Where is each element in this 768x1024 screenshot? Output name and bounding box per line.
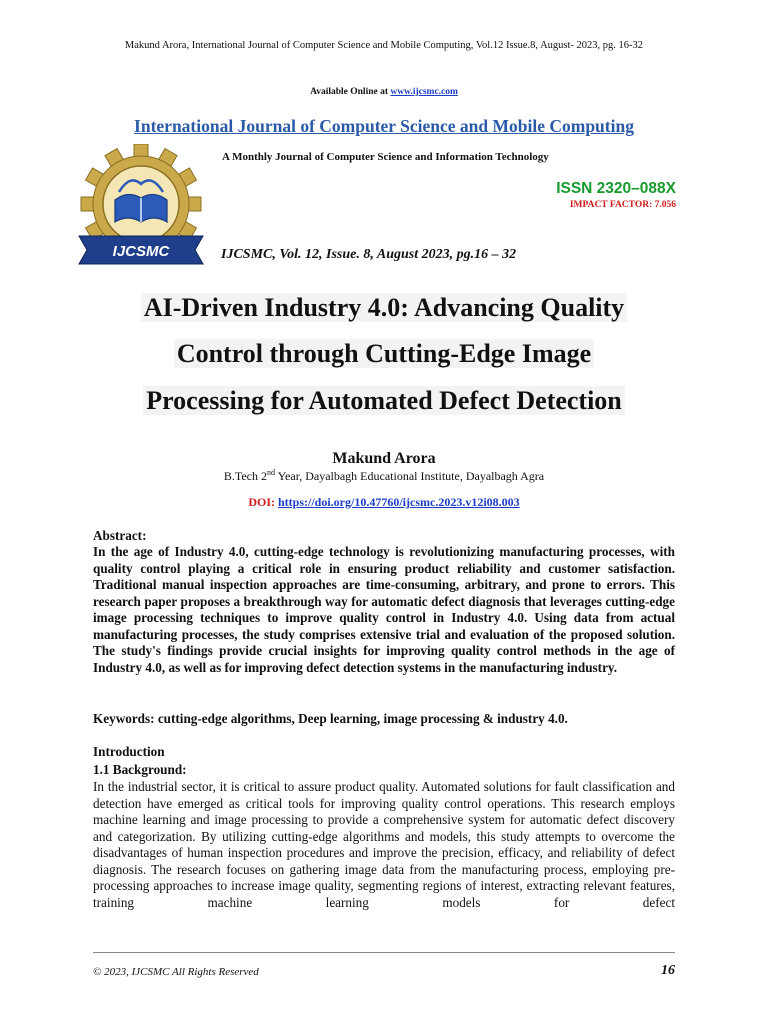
logo-text: IJCSMC bbox=[112, 243, 170, 260]
title-text-1: AI-Driven Industry 4.0: Advancing Quality bbox=[141, 293, 627, 322]
author-affiliation bbox=[0, 468, 768, 484]
journal-website-link[interactable]: www.ijcsmc.com bbox=[390, 87, 458, 97]
doi-label: DOI: bbox=[248, 495, 275, 509]
availability-prefix: Available Online at bbox=[310, 87, 391, 97]
doi-line bbox=[0, 495, 768, 510]
impact-factor: IMPACT FACTOR: 7.056 bbox=[569, 200, 676, 210]
paper-title-line-3 bbox=[0, 386, 768, 416]
journal-name: International Journal of Computer Science and Mobile Computing bbox=[134, 116, 634, 136]
gear-logo-icon bbox=[71, 144, 211, 272]
paper-title-line-2 bbox=[0, 339, 768, 369]
affiliation-pre: B.Tech 2 bbox=[223, 469, 268, 483]
footer-divider bbox=[93, 952, 675, 953]
title-text-3: Processing for Automated Defect Detection bbox=[143, 386, 625, 415]
footer-copyright: © 2023, IJCSMC All Rights Reserved bbox=[93, 966, 259, 978]
page-number: 16 bbox=[661, 963, 675, 978]
doi-link[interactable]: https://doi.org/10.47760/ijcsmc.2023.v12i08.003 bbox=[278, 495, 520, 509]
keywords: Keywords: cutting-edge algorithms, Deep learning, image processing & industry 4.0. bbox=[93, 711, 568, 726]
running-header: Makund Arora, International Journal of Computer Science and Mobile Computing, Vol.12 Issue.8, August- 2023, pg. 16-32 bbox=[124, 40, 644, 51]
background-subheading: 1.1 Background: bbox=[93, 762, 187, 777]
introduction-heading: Introduction bbox=[93, 744, 165, 759]
title-text-2: Control through Cutting-Edge Image bbox=[174, 339, 594, 368]
availability-line bbox=[0, 87, 768, 97]
journal-logo bbox=[71, 144, 211, 272]
introduction-body: In the industrial sector, it is critical to assure product quality. Automated solutions for fault classification and detection have emerged as critical tools for improving quality control operations. This research employs machine learning and image processing to provide a comprehensive system for automatic defect discovery and categorization. By utilizing cutting-edge algorithms and models, this study attempts to overcome the disadvantages of human inspection procedures and improve the precision, efficacy, and reliability of defect diagnosis. The research focuses on gathering image data from the manufacturing process, employing pre-processing approaches to increase image quality, segmenting regions of interest, extracting relevant features, training machine learning models for defect bbox=[93, 779, 675, 910]
affiliation-post: Year, Dayalbagh Educational Institute, Dayalbagh Agra bbox=[275, 469, 545, 483]
paper-title-line-1 bbox=[0, 293, 768, 323]
abstract-body: In the age of Industry 4.0, cutting-edge technology is revolutionizing manufacturing processes, with quality control playing a critical role in ensuring product reliability and customer satisfaction. Traditional manual inspection approaches are time-consuming, arbitrary, and prone to errors. This research paper proposes a breakthrough way for automatic defect diagnosis that leverages cutting-edge image processing techniques to improve quality control in Industry 4.0. Using data from actual manufacturing processes, the study comprises extensive trial and evaluation of the proposed solution. The study's findings provide crucial insights for improving quality control methods in the age of Industry 4.0, as well as for improving defect detection systems in the manufacturing industry. bbox=[93, 544, 675, 675]
affiliation-sup: nd bbox=[267, 468, 276, 477]
citation-line: IJCSMC, Vol. 12, Issue. 8, August 2023, pg.16 – 32 bbox=[221, 247, 517, 262]
journal-tagline: A Monthly Journal of Computer Science and Information Technology bbox=[222, 151, 549, 163]
abstract-heading: Abstract: bbox=[93, 528, 147, 543]
issn: ISSN 2320–088X bbox=[556, 180, 676, 197]
author-name: Makund Arora bbox=[332, 450, 436, 467]
